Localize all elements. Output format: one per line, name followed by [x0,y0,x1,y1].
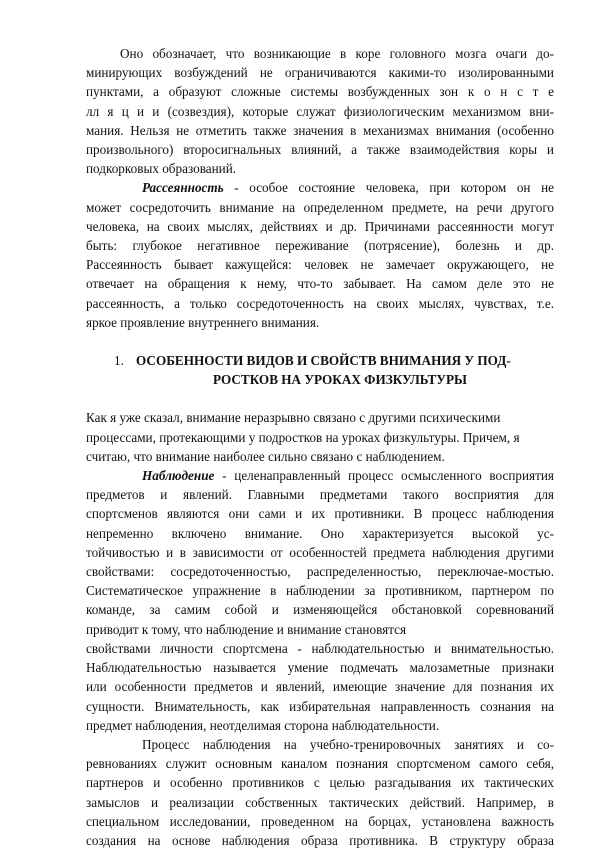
paragraph-attention-foci [86,44,554,178]
paragraph-intro [86,408,554,466]
text-line: отвечает на обращения к нему, что-то забывает. На самом деле это не [86,276,554,292]
text-line: Наблюдательностью называется умение подмечать малозаметные признаки [86,660,554,676]
text-line: Оно обозначает, что возникающие в коре головного мозга очаги до- [120,46,554,61]
heading-number: 1. [114,353,124,369]
text-line [86,466,554,485]
text-line: предмет наблюдения, неотделимая сторона наблюдательности. [86,717,440,733]
text-line [86,178,554,197]
heading-line: ОСОБЕННОСТИ ВИДОВ И СВОЙСТВ ВНИМАНИЯ У ПОД- [136,353,511,369]
text-line: рассеянность, а только сосредоточенность на своих мыслях, чувствах, т.е. [86,295,554,311]
term-observation: Наблюдение [142,468,215,484]
text-line: процессами, протекающими у подростков на уроках физкультуры. Причем, я [86,429,520,445]
text-line: считаю, что внимание наиболее сильно связано с наблюдением. [86,448,445,464]
text-line: произвольного) второсигнальных влияний, а также взаимодействия коры и [86,142,554,158]
text-line: свойствами личности спортсмена - наблюдательностью и внимательностью. [86,640,554,656]
text-line: Систематическое упражнение в наблюдении за противником, партнером по [86,583,554,599]
text-line: или особенности предметов и явлений, имеющие значение для познания их [86,679,554,695]
text-line: может сосредоточить внимание на определенном предмете, на речи другого [86,199,554,215]
text-line: свойствами: сосредоточенностью, распределенностью, переключае-мостью. [86,564,554,580]
text-line: сущности. Внимательность, как избирательная направленность сознания на [86,698,554,714]
text-line: пунктами, а образуют сложные системы возбужденных зон к о н с т е [86,84,554,100]
text-line: Рассеянность бывает кажущейся: человек не замечает окружающего, не [86,257,554,273]
heading-line: РОСТКОВ НА УРОКАХ ФИЗКУЛЬТУРЫ [212,372,467,388]
text-line: замыслов и реализации собственных тактических действий. Например, в [86,794,554,810]
spacer [86,332,554,351]
text-line: команде, за самим собой и изменяющейся обстановкой соревнований [86,602,554,618]
text-line: специальном исследовании, проведенном на борцах, установлена важность [86,813,554,829]
paragraph-observation-process [86,735,554,850]
spacer [86,389,554,408]
term-absent-mindedness: Рассеянность [142,180,224,196]
text-line: предметов и явлений. Главными предметами такого восприятия для [86,487,554,503]
text-line: мания. Нельзя не отметить также значения в механизмах внимания (особенно [86,122,554,138]
text-line: человека, на своих мыслях, действиях и др. Причинами рассеянности могут [86,218,554,234]
text-line: подкорковых образований. [86,161,237,177]
text-line: Процесс наблюдения на учебно-тренировочных занятиях и со- [142,736,554,752]
text-line: непременно включено внимание. Оно характеризуется высокой ус- [86,525,554,541]
text-line: минирующих возбуждений не ограничиваются какими-то изолированными [86,65,554,81]
paragraph-absent-mindedness [86,178,554,332]
text-line: приводит к тому, что наблюдение и внимание становятся [86,621,407,637]
text-line: спортсменов являются они сами и их противники. В процесс наблюдения [86,506,554,522]
text-line: создания на основе наблюдения образа противника. В структуру образа [86,832,554,848]
text-line: ревнованиях служит основным каналом познания спортсменом самого себя, [86,756,554,772]
text-line: тойчивостью и в зависимости от особенностей предмета наблюдения другими [86,544,554,560]
text-fragment: - особое состояние человека, при котором он не [223,180,554,196]
paragraph-observation [86,466,554,735]
section-heading [86,351,554,389]
text-fragment: - целенаправленный процесс осмысленного восприятия [214,468,554,484]
text-line: лл я ц и и (созвездия), которые служат физиологическим механизмом вни- [86,103,554,119]
text-line: яркое проявление внутреннего внимания. [86,314,320,330]
document-page [86,44,554,850]
text-line: Как я уже сказал, внимание неразрывно связано с другими психическими [86,410,501,426]
text-line: партнеров и особенно противников с целью разгадывания их тактических [86,775,554,791]
text-line: быть: глубокое негативное переживание (потрясение), болезнь и др. [86,238,554,254]
